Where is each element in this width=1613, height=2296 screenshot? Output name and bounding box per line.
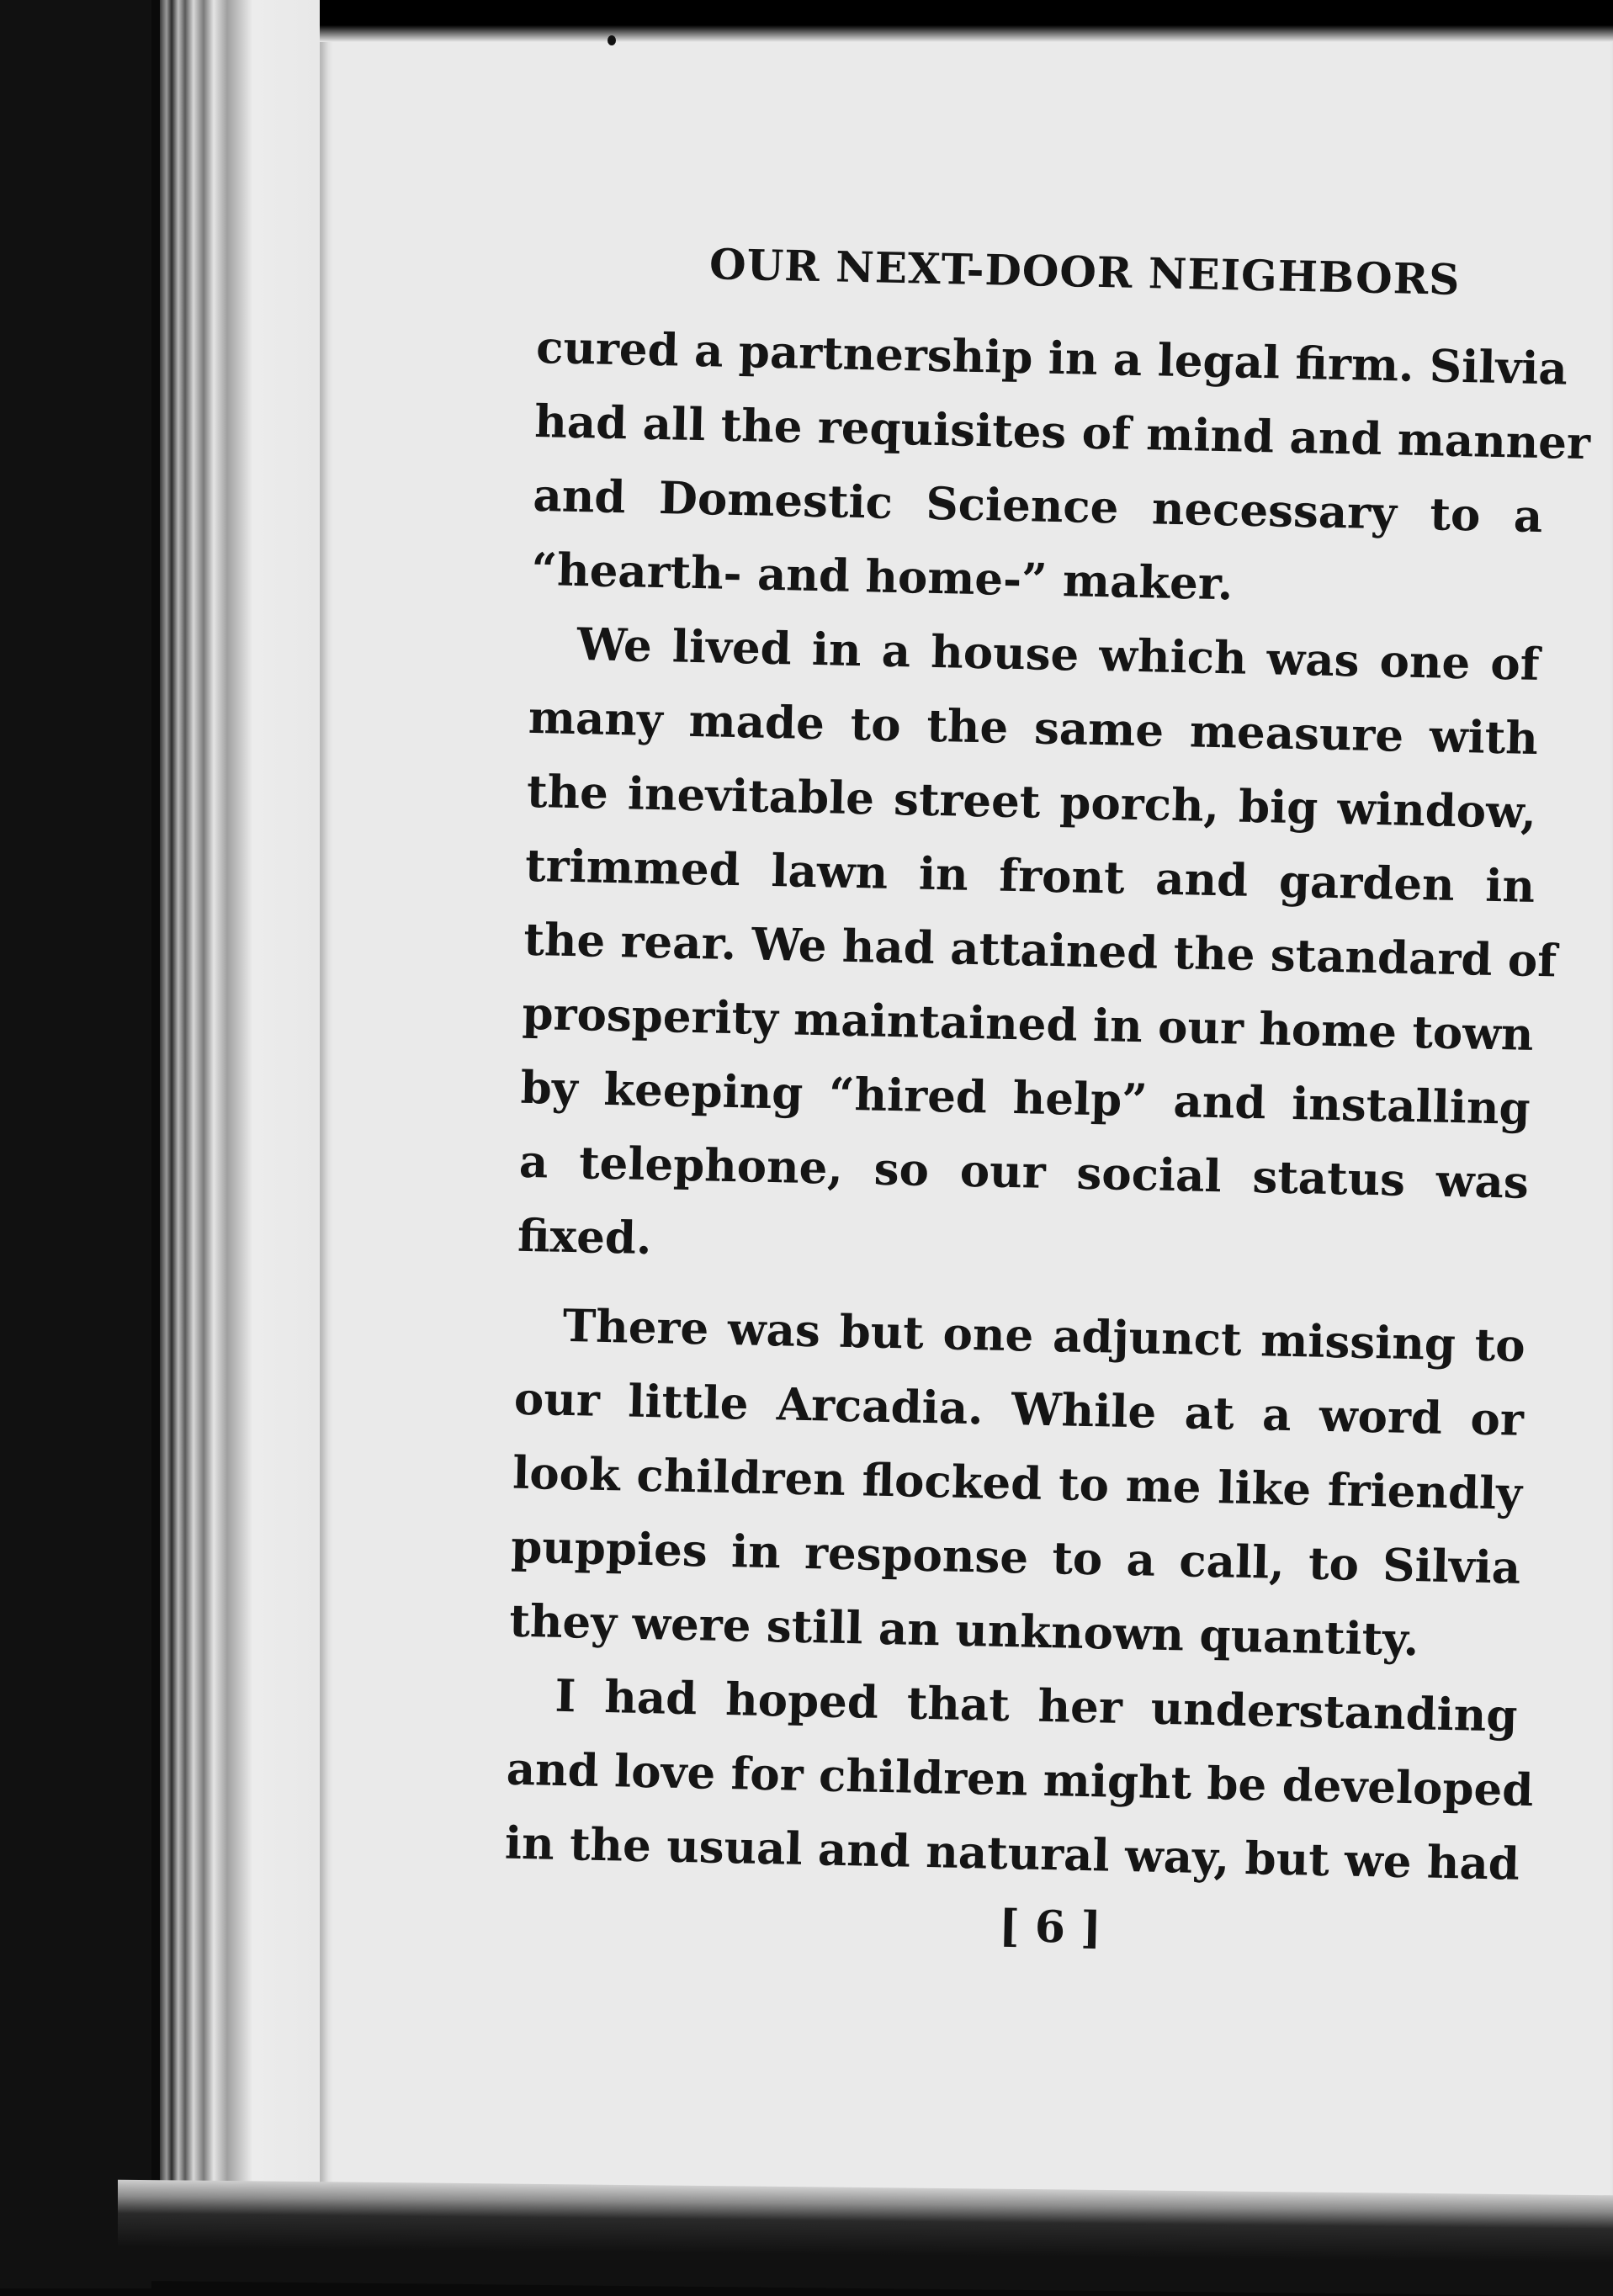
running-head: OUR NEXT-DOOR NEIGHBORS bbox=[708, 239, 1461, 305]
text-line: We lived in a house which was one of bbox=[576, 618, 1541, 692]
text-line: I had hoped that her understanding bbox=[554, 1669, 1519, 1742]
text-line: the inevitable street porch, big window, bbox=[526, 765, 1537, 839]
text-block bbox=[503, 236, 1591, 1963]
text-line: in the usual and natural way, but we had bbox=[504, 1816, 1520, 1890]
paragraph-3 bbox=[509, 1288, 1526, 1679]
print-speck bbox=[608, 35, 616, 45]
text-line: fixed. bbox=[517, 1209, 653, 1265]
text-line: trimmed lawn in front and garden in bbox=[524, 839, 1536, 913]
page-number: [ 6 ] bbox=[998, 1900, 1102, 1954]
text-line: they were still an unknown quantity. bbox=[508, 1594, 1419, 1667]
text-line: and love for children might be developed bbox=[506, 1742, 1534, 1817]
top-edge bbox=[320, 0, 1613, 42]
text-line: the rear. We had attained the standard of bbox=[523, 913, 1557, 988]
text-line: puppies in response to a call, to Silvia bbox=[510, 1520, 1521, 1594]
text-line: and Domestic Science necessary to a bbox=[532, 469, 1543, 544]
paragraph-4 bbox=[504, 1658, 1534, 1901]
book-binding bbox=[0, 0, 151, 2288]
paragraph-2 bbox=[517, 607, 1557, 1294]
text-line: prosperity maintained in our home town bbox=[521, 987, 1535, 1061]
text-line: many made to the same measure with bbox=[528, 691, 1539, 765]
text-line: a telephone, so our social status was bbox=[518, 1135, 1530, 1209]
text-line: look children flocked to me like friendly bbox=[512, 1446, 1523, 1520]
text-line: “hearth- and home-” maker. bbox=[531, 543, 1234, 611]
bottom-edge bbox=[118, 2180, 1613, 2296]
text-line: had all the requisites of mind and manner bbox=[533, 395, 1591, 470]
text-line: by keeping “hired help” and installing bbox=[520, 1061, 1531, 1135]
text-line: cured a partnership in a legal firm. Silvia bbox=[535, 321, 1568, 395]
paragraph-1 bbox=[531, 310, 1591, 628]
text-line: There was but one adjunct missing to bbox=[562, 1299, 1526, 1372]
text-line: our little Arcadia. While at a word or bbox=[513, 1372, 1525, 1446]
